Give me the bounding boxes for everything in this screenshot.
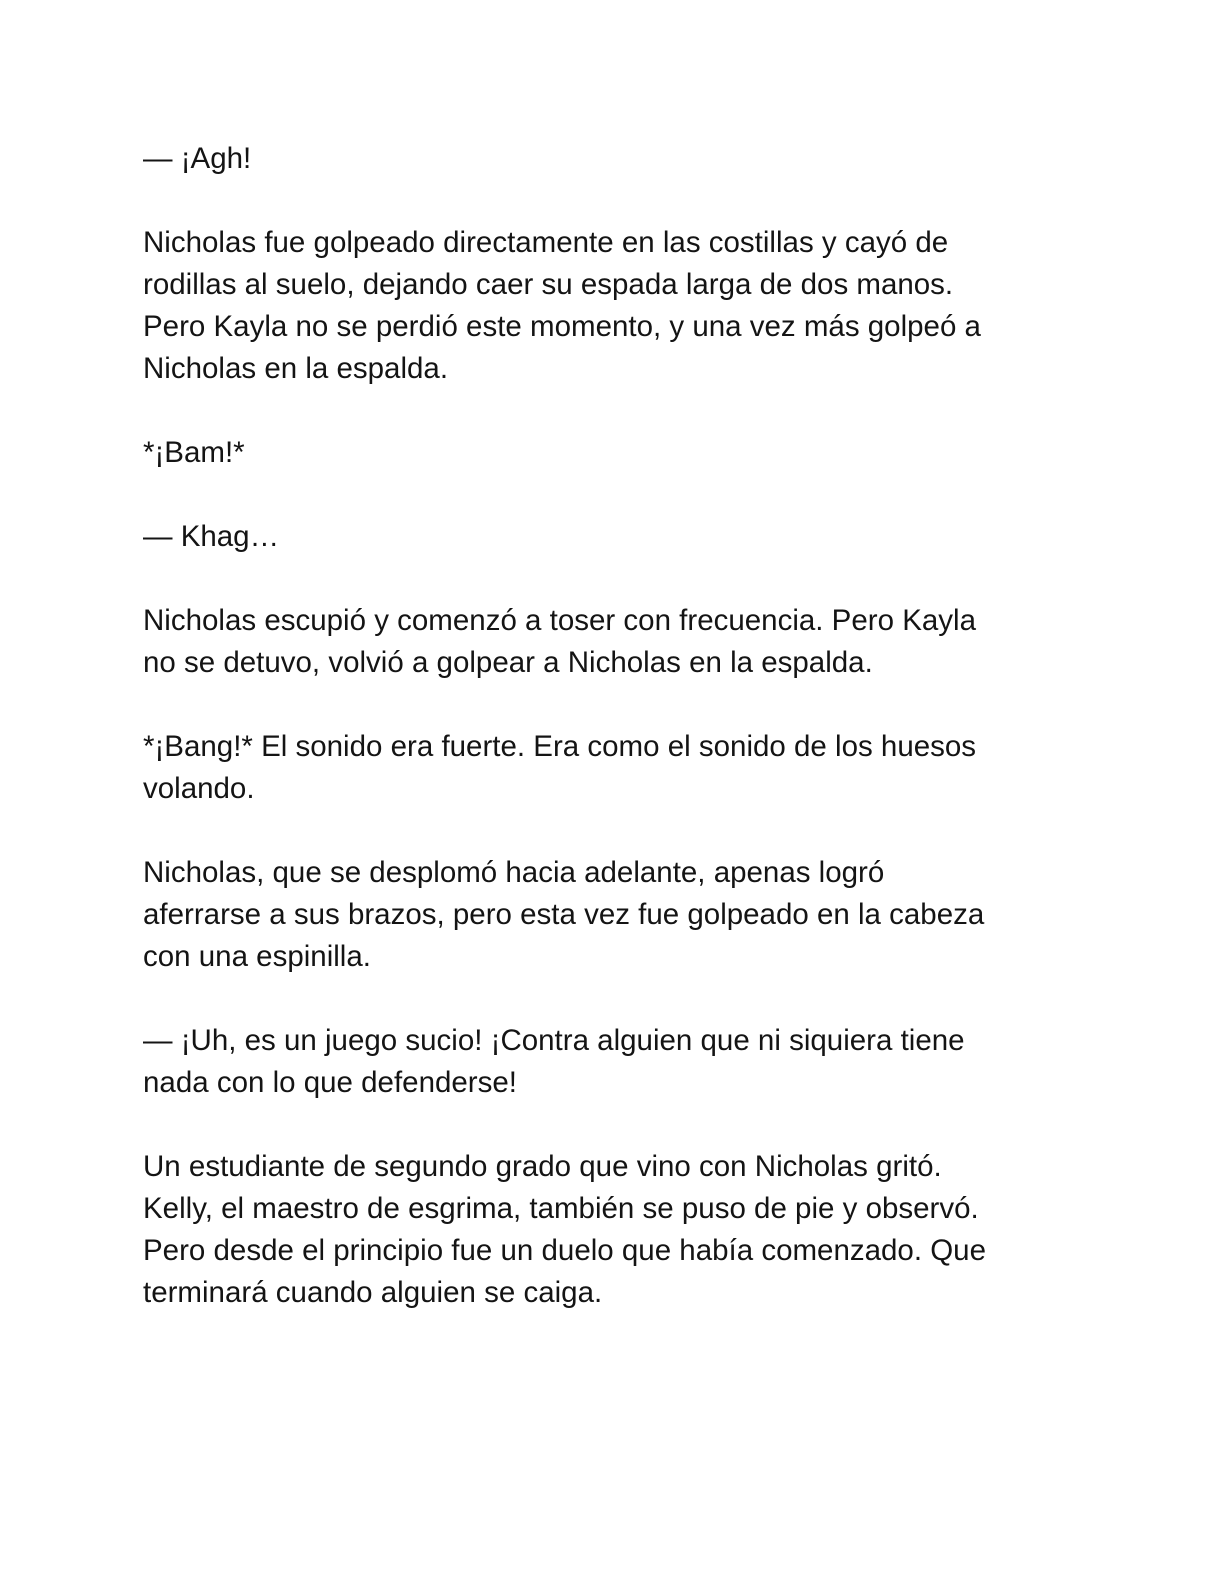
dialogue-dirty-game: — ¡Uh, es un juego sucio! ¡Contra alguien que ni siquiera tiene nada con lo que defenderse! [143, 1024, 965, 1099]
dialogue-khag: — Khag… [143, 520, 280, 553]
sound-bam: *¡Bam!* [143, 436, 245, 469]
document-body [143, 138, 1083, 1356]
paragraph-bang: *¡Bang!* El sonido era fuerte. Era como el sonido de los huesos volando. [143, 730, 977, 805]
paragraph-student-shout: Un estudiante de segundo grado que vino con Nicholas gritó. Kelly, el maestro de esgrima, también se puso de pie y observó. Pero desde el principio fue un duelo que había comenzado. Que terminará cuando alguien se caiga. [143, 1150, 986, 1309]
dialogue-agh: — ¡Agh! [143, 142, 252, 175]
paragraph-ribs-hit: Nicholas fue golpeado directamente en las costillas y cayó de rodillas al suelo, dejando caer su espada larga de dos manos. Pero Kayla no se perdió este momento, y una vez más golpeó a Nicholas en la espalda. [143, 226, 981, 385]
paragraph-coughing: Nicholas escupió y comenzó a toser con frecuencia. Pero Kayla no se detuvo, volvió a golpear a Nicholas en la espalda. [143, 604, 976, 679]
paragraph-collapse: Nicholas, que se desplomó hacia adelante, apenas logró aferrarse a sus brazos, pero esta vez fue golpeado en la cabeza con una espinilla. [143, 856, 985, 973]
